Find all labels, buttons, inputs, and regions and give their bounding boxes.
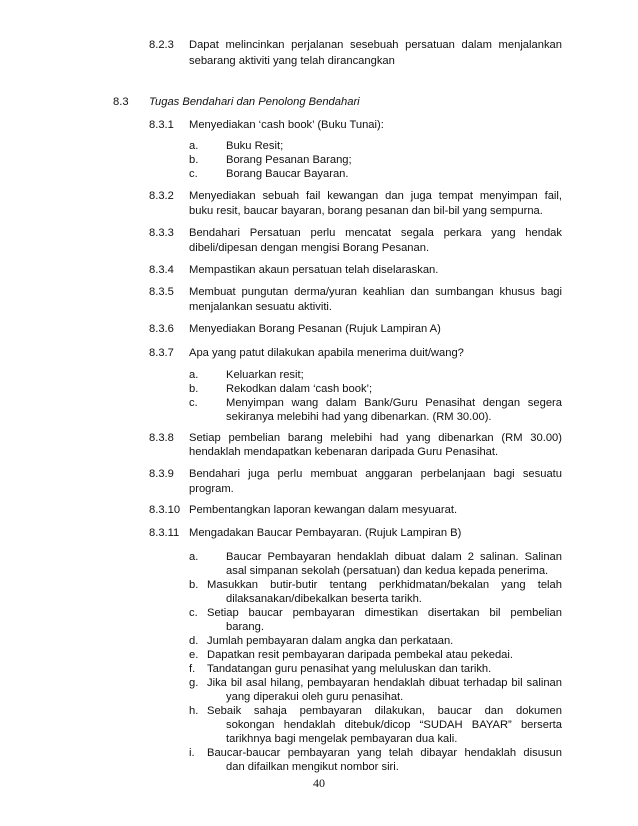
list-item-letter: d. xyxy=(189,635,199,647)
section-text-line: program. xyxy=(189,483,234,495)
list-item-text-line: Masukkan butir-butir tentang perkhidmatan/bekalan yang telah xyxy=(207,579,562,591)
section-number: 8.3.6 xyxy=(149,323,174,335)
list-item-text: Keluarkan resit; xyxy=(226,369,304,381)
section-text: Pembentangkan laporan kewangan dalam mesyuarat. xyxy=(189,504,458,516)
list-item-text: Buku Resit; xyxy=(226,140,284,152)
page-number: 40 xyxy=(313,776,325,790)
list-item-text-line: barang. xyxy=(226,621,264,633)
list-item-letter: c. xyxy=(189,607,198,619)
list-item-letter: c. xyxy=(189,397,198,409)
list-item-text-line: dilaksanakan/dibekalkan beserta tarikh. xyxy=(226,593,422,605)
section-text-line: Bendahari juga perlu membuat anggaran perbelanjaan bagi sesuatu xyxy=(189,468,562,480)
list-item-letter: b. xyxy=(189,154,199,166)
section-text-line: Menyediakan sebuah fail kewangan dan juga tempat menyimpan fail, xyxy=(189,190,562,202)
section-number: 8.3.7 xyxy=(149,347,174,359)
section-text-line: sebarang aktiviti yang telah dirancangkan xyxy=(189,55,395,67)
section-title: Tugas Bendahari dan Penolong Bendahari xyxy=(149,96,360,108)
section-number: 8.3.8 xyxy=(149,432,174,444)
section-number: 8.2.3 xyxy=(149,39,174,51)
list-item-text: Tandatangan guru penasihat yang meluluskan dan tarikh. xyxy=(207,663,492,675)
list-item-letter: f. xyxy=(189,663,196,675)
list-item-text: Dapatkan resit pembayaran daripada pembekal atau pekedai. xyxy=(207,649,513,661)
list-item-text-line: sokongan hendaklah ditebuk/dicop “SUDAH BAYAR” berserta xyxy=(226,719,562,731)
section-text-line: dibeli/dipesan dengan mengisi Borang Pesanan. xyxy=(189,242,430,254)
list-item-text-line: asal simpanan sekolah (persatuan) dan kedua kepada penerima. xyxy=(226,565,549,577)
section-number: 8.3.1 xyxy=(149,119,174,131)
list-item-text-line: Baucar Pembayaran hendaklah dibuat dalam 2 salinan. Salinan xyxy=(226,551,562,563)
list-item-text-line: dan difailkan mengikut nombor siri. xyxy=(226,761,399,773)
section-number: 8.3.3 xyxy=(149,227,174,239)
list-item-letter: e. xyxy=(189,649,199,661)
list-item-letter: b. xyxy=(189,383,199,395)
section-number: 8.3 xyxy=(113,96,129,108)
list-item-letter: h. xyxy=(189,705,199,717)
section-text: Apa yang patut dilakukan apabila menerima duit/wang? xyxy=(189,347,464,359)
list-item-text-line: Baucar-baucar pembayaran yang telah dibayar hendaklah disusun xyxy=(207,747,562,759)
list-item-letter: g. xyxy=(189,677,199,689)
list-item-text-line: Sebaik sahaja pembayaran dilakukan, baucar dan dokumen xyxy=(207,705,562,717)
list-item-letter: i. xyxy=(189,747,195,759)
section-number: 8.3.11 xyxy=(149,527,180,539)
section-text: Menyediakan ‘cash book’ (Buku Tunai): xyxy=(189,119,384,131)
section-number: 8.3.4 xyxy=(149,264,174,276)
section-text: Mempastikan akaun persatuan telah diselaraskan. xyxy=(189,264,439,276)
list-item-text-line: yang diperakui oleh guru penasihat. xyxy=(226,691,404,703)
list-item-text-line: Setiap baucar pembayaran dimestikan disertakan bil pembelian xyxy=(207,607,562,619)
list-item-letter: c. xyxy=(189,168,198,180)
list-item-text: Borang Baucar Bayaran. xyxy=(226,168,349,180)
section-text-line: Dapat melincinkan perjalanan sesebuah persatuan dalam menjalankan xyxy=(189,39,562,51)
list-item-letter: b. xyxy=(189,579,199,591)
section-text-line: Membuat pungutan derma/yuran keahlian dan sumbangan khusus bagi xyxy=(189,286,562,298)
list-item-text-line: Jika bil asal hilang, pembayaran hendaklah dibuat terhadap bil salinan xyxy=(207,677,562,689)
list-item-text: Jumlah pembayaran dalam angka dan perkataan. xyxy=(207,635,454,647)
list-item-text: Borang Pesanan Barang; xyxy=(226,154,352,166)
list-item-text-line: tarikhnya bagi mengelak pembayaran dua kali. xyxy=(226,733,458,745)
list-item-letter: a. xyxy=(189,140,199,152)
section-text-line: buku resit, baucar bayaran, borang pesanan dan bil-bil yang sempurna. xyxy=(189,205,543,217)
section-number: 8.3.10 xyxy=(149,504,181,516)
section-number: 8.3.5 xyxy=(149,286,174,298)
list-item-text: Rekodkan dalam ‘cash book’; xyxy=(226,383,373,395)
section-number: 8.3.9 xyxy=(149,468,174,480)
list-item-text-line: Menyimpan wang dalam Bank/Guru Penasihat dengan segera xyxy=(226,397,562,409)
section-text: Mengadakan Baucar Pembayaran. (Rujuk Lampiran B) xyxy=(189,527,462,539)
section-text-line: hendaklah mendapatkan kebenaran daripada Guru Penasihat. xyxy=(189,446,499,458)
section-text: Menyediakan Borang Pesanan (Rujuk Lampiran A) xyxy=(189,323,441,335)
list-item-text-line: sekiranya melebihi had yang dibenarkan. (RM 30.00). xyxy=(226,411,492,423)
section-text-line: menjalankan sesuatu aktiviti. xyxy=(189,301,333,313)
section-text-line: Setiap pembelian barang melebihi had yang dibenarkan (RM 30.00) xyxy=(189,432,562,444)
list-item-letter: a. xyxy=(189,369,199,381)
section-text-line: Bendahari Persatuan perlu mencatat segala perkara yang hendak xyxy=(189,227,562,239)
list-item-letter: a. xyxy=(189,551,199,563)
section-number: 8.3.2 xyxy=(149,190,174,202)
